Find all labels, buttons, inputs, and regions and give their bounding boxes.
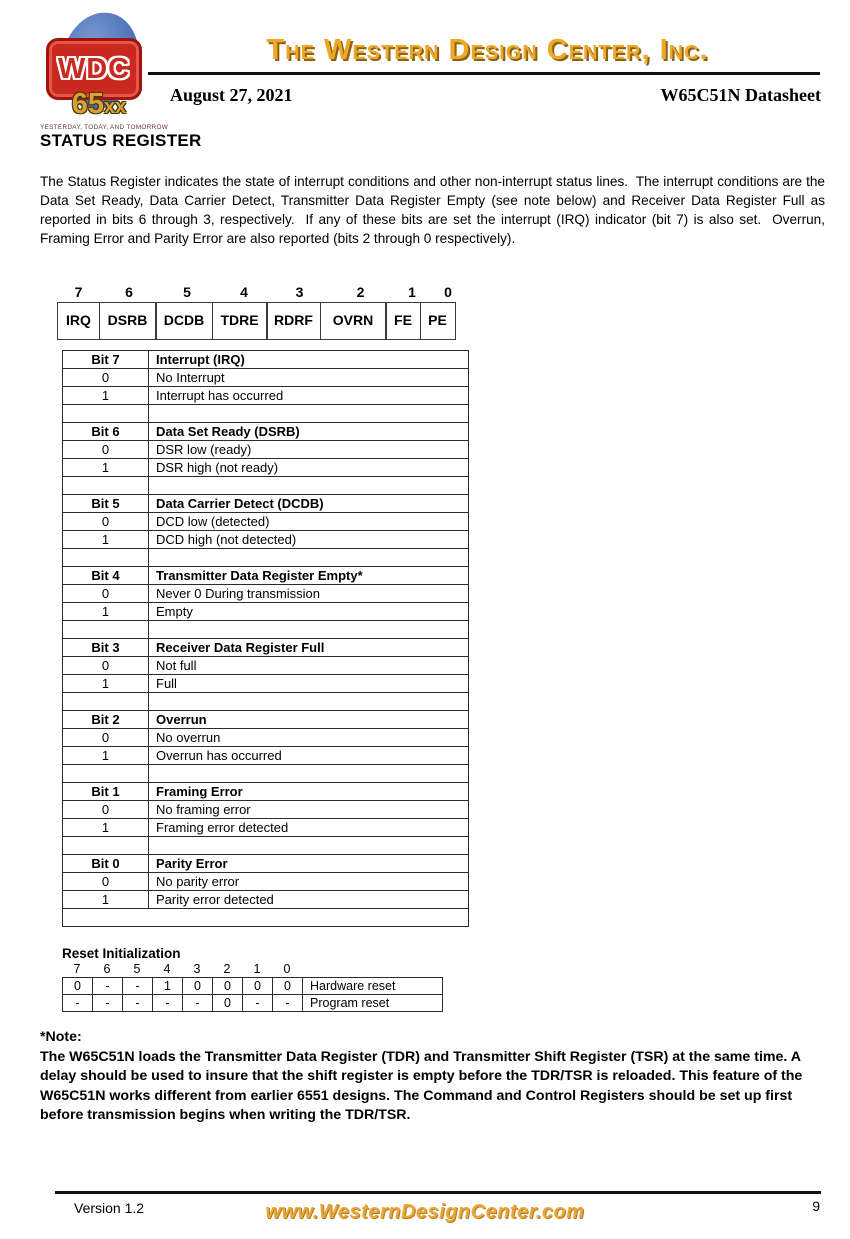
company-title: The Western Design Center, Inc. [266,34,709,66]
reset-bit-value: 1 [153,978,183,995]
bit-desc-bit: Bit 0 [63,855,149,873]
bit-desc-bit: Bit 6 [63,423,149,441]
bit-desc-value: 1 [63,531,149,549]
footer-version: Version 1.2 [74,1200,145,1216]
bit-number-7: 7 [74,284,83,300]
bit-field-dcdb: DCDB [155,302,213,340]
bit-desc-name: Data Set Ready (DSRB) [149,423,469,441]
bit-desc-name: Overrun [149,711,469,729]
reset-bit-number-7: 7 [73,962,81,976]
bit-desc-value-text: No parity error [149,873,469,891]
spacer-row [63,549,469,567]
bit-desc-value: 0 [63,585,149,603]
bit-number-5: 5 [183,284,191,300]
bit-desc-value-row [63,531,469,549]
bit-desc-value-text: Overrun has occurred [149,747,469,765]
bit-desc-header-row [63,351,469,369]
bit-desc-value-row [63,801,469,819]
bit-desc-bit: Bit 2 [63,711,149,729]
reset-bit-number-row [62,962,443,977]
bit-desc-name: Data Carrier Detect (DCDB) [149,495,469,513]
reset-bit-value: - [63,995,93,1012]
bit-desc-value: 1 [63,603,149,621]
footnote-title: *Note: [40,1029,82,1045]
reset-bit-value: - [153,995,183,1012]
spacer-row [63,477,469,495]
bit-desc-value-text: Parity error detected [149,891,469,909]
bit-field-dsrb: DSRB [99,302,157,340]
bit-desc-bit: Bit 4 [63,567,149,585]
bit-desc-name: Parity Error [149,855,469,873]
reset-bit-value: - [273,995,303,1012]
bit-desc-value-text: Empty [149,603,469,621]
bit-desc-value-row [63,441,469,459]
bit-desc-value: 0 [63,873,149,891]
bit-label-row [57,302,466,340]
bit-desc-value-row [63,729,469,747]
bit-desc-value-text: DSR low (ready) [149,441,469,459]
footnote [40,1028,828,1126]
footer-page-number: 9 [812,1198,820,1214]
document-date: August 27, 2021 [170,85,293,105]
reset-bit-number-6: 6 [103,962,111,976]
reset-bit-value: 0 [273,978,303,995]
bit-desc-value-text: Framing error detected [149,819,469,837]
spacer-cell [63,693,149,711]
spacer-cell [149,405,469,423]
reset-row-label: Hardware reset [303,978,443,995]
spacer-cell [149,621,469,639]
bit-desc-header-row [63,711,469,729]
spacer-row [63,837,469,855]
spacer-cell [63,405,149,423]
spacer-cell [63,621,149,639]
reset-bit-value: 0 [213,995,243,1012]
bit-description-table [62,350,469,927]
spacer-row-final [63,909,469,927]
bit-desc-value-text: Never 0 During transmission [149,585,469,603]
logo-xx: xx [104,96,127,118]
footer-divider [55,1191,821,1194]
spacer-cell [149,477,469,495]
footer-website-link[interactable]: www.WesternDesignCenter.com [265,1201,585,1223]
reset-row [63,995,443,1012]
spacer-row [63,693,469,711]
bit-field-fe: FE [385,302,421,340]
page-title: STATUS REGISTER [40,131,202,150]
bit-desc-value: 0 [63,513,149,531]
logo-wdc-text: WDC [57,52,131,85]
bit-desc-value-row [63,387,469,405]
bit-desc-bit: Bit 7 [63,351,149,369]
bit-desc-value-text: No framing error [149,801,469,819]
bit-desc-name: Receiver Data Register Full [149,639,469,657]
intro-paragraph: The Status Register indicates the state of interrupt conditions and other non-interrupt status lines. The interrupt conditions are the Data Set Ready, Data Carrier Detect, Transmitter Data Register Empty (see note below) and Receiver Data Register Full as reported in bits 6 through 3, respectively. If any of these bits are set the interrupt (IRQ) indicator (bit 7) is also set. Overrun, Framing Error and Parity Error are also reported (bits 2 through 0 respectively). [40,174,829,246]
reset-initialization [62,946,443,1012]
bit-desc-bit: Bit 1 [63,783,149,801]
spacer-cell [149,765,469,783]
bit-desc-value-row [63,603,469,621]
bit-desc-value-row [63,513,469,531]
reset-value-table [62,977,443,1012]
bit-desc-value: 0 [63,657,149,675]
spacer-cell [63,837,149,855]
wdc-logo [40,12,169,131]
bit-desc-value-row [63,657,469,675]
bit-desc-value-text: Not full [149,657,469,675]
bit-number-6: 6 [125,284,133,300]
reset-bit-value: 0 [183,978,213,995]
bit-desc-header-row [63,495,469,513]
bit-desc-value: 1 [63,891,149,909]
bit-desc-value: 0 [63,441,149,459]
bit-desc-value-text: No overrun [149,729,469,747]
reset-bit-value: - [93,978,123,995]
reset-bit-value: - [93,995,123,1012]
reset-initialization-title: Reset Initialization [62,946,181,961]
bit-desc-value-row [63,891,469,909]
reset-row-label: Program reset [303,995,443,1012]
bit-desc-value-row [63,369,469,387]
bit-desc-value: 1 [63,819,149,837]
reset-row [63,978,443,995]
logo-65xx-text [46,90,152,119]
bit-desc-header-row [63,639,469,657]
reset-bit-value: - [123,978,153,995]
bit-number-row [57,284,466,302]
spacer-cell [149,837,469,855]
bit-desc-value-text: Interrupt has occurred [149,387,469,405]
reset-bit-number-2: 2 [223,962,231,976]
bit-field-irq: IRQ [57,302,100,340]
bit-number-3: 3 [295,284,304,300]
reset-bit-number-0: 0 [283,962,291,976]
footnote-body: The W65C51N loads the Transmitter Data Register (TDR) and Transmitter Shift Register (TSR) at the same time. A delay should be used to insure that the shift register is empty before the TDR/TSR is reloaded. This feature of the W65C51N works different from earlier 6551 designs. The Command and Control Registers should be set up first before transmission begins when writing the TDR/TSR. [40,1048,803,1123]
bit-desc-bit: Bit 3 [63,639,149,657]
reset-bit-number-3: 3 [193,962,201,976]
bit-field-ovrn: OVRN [320,302,387,340]
bit-desc-header-row [63,423,469,441]
reset-bit-value: - [243,995,273,1012]
status-register-diagram [57,284,466,340]
bit-desc-value-row [63,585,469,603]
spacer-cell [63,909,469,927]
bit-desc-value-row [63,747,469,765]
header-divider [148,72,820,75]
bit-desc-name: Transmitter Data Register Empty* [149,567,469,585]
spacer-cell [63,477,149,495]
bit-desc-name: Framing Error [149,783,469,801]
logo-tagline: YESTERDAY, TODAY, AND TOMORROW [40,124,169,131]
bit-desc-value-row [63,459,469,477]
bit-desc-value-text: Full [149,675,469,693]
bit-desc-value-text: No Interrupt [149,369,469,387]
reset-bit-number-4: 4 [163,962,171,976]
bit-number-1: 1 [408,284,416,300]
spacer-row [63,621,469,639]
bit-number-2: 2 [356,284,365,300]
bit-desc-value: 1 [63,459,149,477]
bit-desc-value: 0 [63,729,149,747]
spacer-cell [149,693,469,711]
bit-desc-value-row [63,819,469,837]
bit-desc-value-text: DCD low (detected) [149,513,469,531]
reset-bit-value: 0 [243,978,273,995]
reset-bit-number-5: 5 [133,962,141,976]
reset-bit-value: 0 [63,978,93,995]
reset-bit-number-1: 1 [253,962,261,976]
bit-desc-header-row [63,855,469,873]
bit-field-tdre: TDRE [212,302,268,340]
bit-field-pe: PE [420,302,456,340]
bit-field-rdrf: RDRF [266,302,321,340]
document-title: W65C51N Datasheet [660,85,821,105]
bit-desc-value: 0 [63,801,149,819]
bit-desc-value: 0 [63,369,149,387]
bit-desc-value-row [63,675,469,693]
bit-desc-header-row [63,567,469,585]
bit-desc-bit: Bit 5 [63,495,149,513]
bit-desc-value-text: DCD high (not detected) [149,531,469,549]
spacer-cell [63,765,149,783]
spacer-row [63,405,469,423]
bit-desc-value-row [63,873,469,891]
reset-bit-value: - [123,995,153,1012]
bit-desc-value-text: DSR high (not ready) [149,459,469,477]
bit-number-0: 0 [444,284,452,300]
reset-bit-value: 0 [213,978,243,995]
bit-desc-value: 1 [63,675,149,693]
spacer-cell [149,549,469,567]
spacer-cell [63,549,149,567]
spacer-row [63,765,469,783]
bit-desc-value: 1 [63,747,149,765]
reset-bit-value: - [183,995,213,1012]
bit-desc-value: 1 [63,387,149,405]
bit-desc-header-row [63,783,469,801]
bit-desc-name: Interrupt (IRQ) [149,351,469,369]
bit-number-4: 4 [240,284,248,300]
logo-65: 65 [71,88,104,120]
